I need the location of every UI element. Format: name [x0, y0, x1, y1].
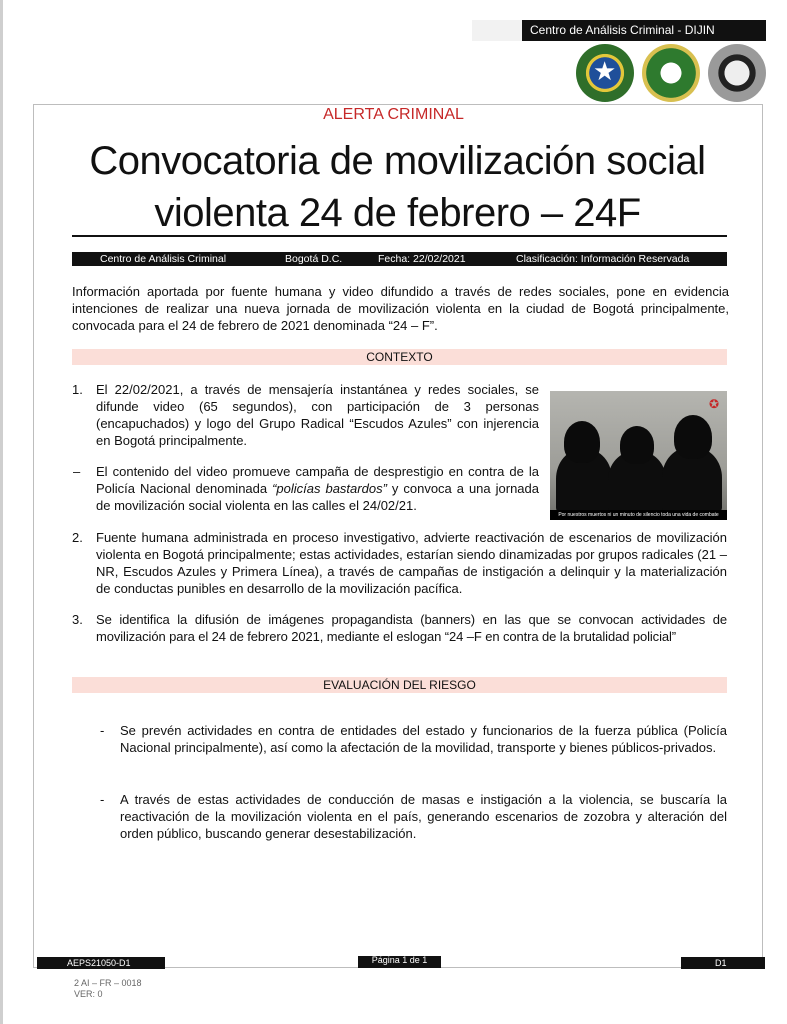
sub-item-marker: – — [73, 464, 81, 479]
star-icon: ★ — [593, 56, 617, 86]
bullet-2-text: A través de estas actividades de conducción de masas e instigación a la violencia, se buscaría la reactivación de la movilización violenta en el país, generando escenarios de zozobra y alteración del orden público, buscando generar desestabilización. — [120, 792, 727, 841]
title-line-2: violenta 24 de febrero – 24F — [154, 191, 641, 235]
sub-item-emphasis: “policías bastardos” — [272, 481, 387, 496]
item-2-number: 2. — [72, 530, 83, 545]
bullet-1-text: Se prevén actividades en contra de entidades del estado y funcionarios de la fuerza pública (Policía Nacional principalmente), así como la afectación de la movilidad, transporte y bienes públicos-privados. — [120, 723, 727, 755]
unit-header-bar — [472, 20, 766, 41]
bullet-1-marker: - — [100, 723, 105, 738]
criminal-center-logo — [708, 44, 766, 102]
sub-item-text-pre: El contenido del video promueve campaña de desprestigio en contra de la Policía Nacional denominada — [96, 464, 539, 496]
footer-document-code: AEPS21050-D1 — [37, 957, 165, 969]
video-caption: Por nuestros muertos ni un minuto de silencio toda una vida de combate — [550, 510, 727, 520]
header-tab — [472, 20, 522, 41]
sub-item-text — [96, 463, 539, 514]
sub-item-text-post: y convoca a una jornada de movilización social violenta en las calles el 24/02/21. — [96, 481, 539, 513]
police-seal-logo — [642, 44, 700, 102]
item-1-text: El 22/02/2021, a través de mensajería instantánea y redes sociales, se difunde video (65 segundos), con participación de 3 personas (encapuchados) y logo del Grupo Radical “Escudos Azules” con injerencia en Bogotá principalmente. — [96, 382, 539, 448]
meta-center: Centro de Análisis Criminal — [100, 253, 227, 265]
item-3-number: 3. — [72, 612, 83, 627]
unit-name: Centro de Análisis Criminal - DIJIN — [530, 23, 715, 37]
metadata-bar — [72, 252, 727, 266]
hood-center — [620, 426, 654, 464]
meta-date: Fecha: 22/02/2021 — [378, 253, 466, 265]
title-rule — [72, 235, 727, 237]
intro-paragraph: Información aportada por fuente humana y video difundido a través de redes sociales, pone en evidencia intenciones de realizar una nueva jornada de movilización violenta en la ciudad de Bogotá principalmente, convocada para el 24 de febrero de 2021 denominada “24 – F”. — [72, 284, 729, 333]
item-3-text: Se identifica la difusión de imágenes propagandista (banners) en las que se convocan actividades de movilización para el 24 de febrero 2021, mediante el eslogan “24 –F en contra de la brutalidad policial” — [96, 612, 727, 644]
hood-right — [674, 415, 712, 459]
page-title — [40, 135, 755, 239]
form-code: 2 AI – FR – 0018 — [74, 978, 142, 988]
section-contexto: CONTEXTO — [72, 349, 727, 365]
left-edge — [0, 0, 3, 1024]
alert-label: ALERTA CRIMINAL — [323, 106, 464, 123]
form-version: VER: 0 — [74, 989, 103, 999]
footer-version-label: D1 — [681, 957, 765, 969]
footer-page-number: Página 1 de 1 — [358, 956, 441, 968]
meta-city: Bogotá D.C. — [285, 253, 343, 265]
hood-left — [564, 421, 600, 463]
section-evaluacion: EVALUACIÓN DEL RIESGO — [72, 677, 727, 693]
video-still — [550, 391, 727, 520]
item-1-number: 1. — [72, 382, 83, 397]
meta-classification: Clasificación: Información Reservada — [516, 253, 690, 265]
rebel-logo-icon: ✪ — [708, 397, 719, 411]
dijin-logo — [576, 44, 634, 102]
bullet-2-marker: - — [100, 792, 105, 807]
item-2-text: Fuente humana administrada en proceso investigativo, advierte reactivación de escenarios de movilización violenta en Bogotá principalmente; estas actividades, estarían siendo dinamizadas por grupos radicales (21 –NR, Escudos Azules y Primera Línea), a través de campañas de instigación a delinquir y la materialización de conductas punibles en desarrollo de la movilización pacífica. — [96, 530, 727, 596]
title-line-1: Convocatoria de movilización social — [89, 139, 706, 183]
